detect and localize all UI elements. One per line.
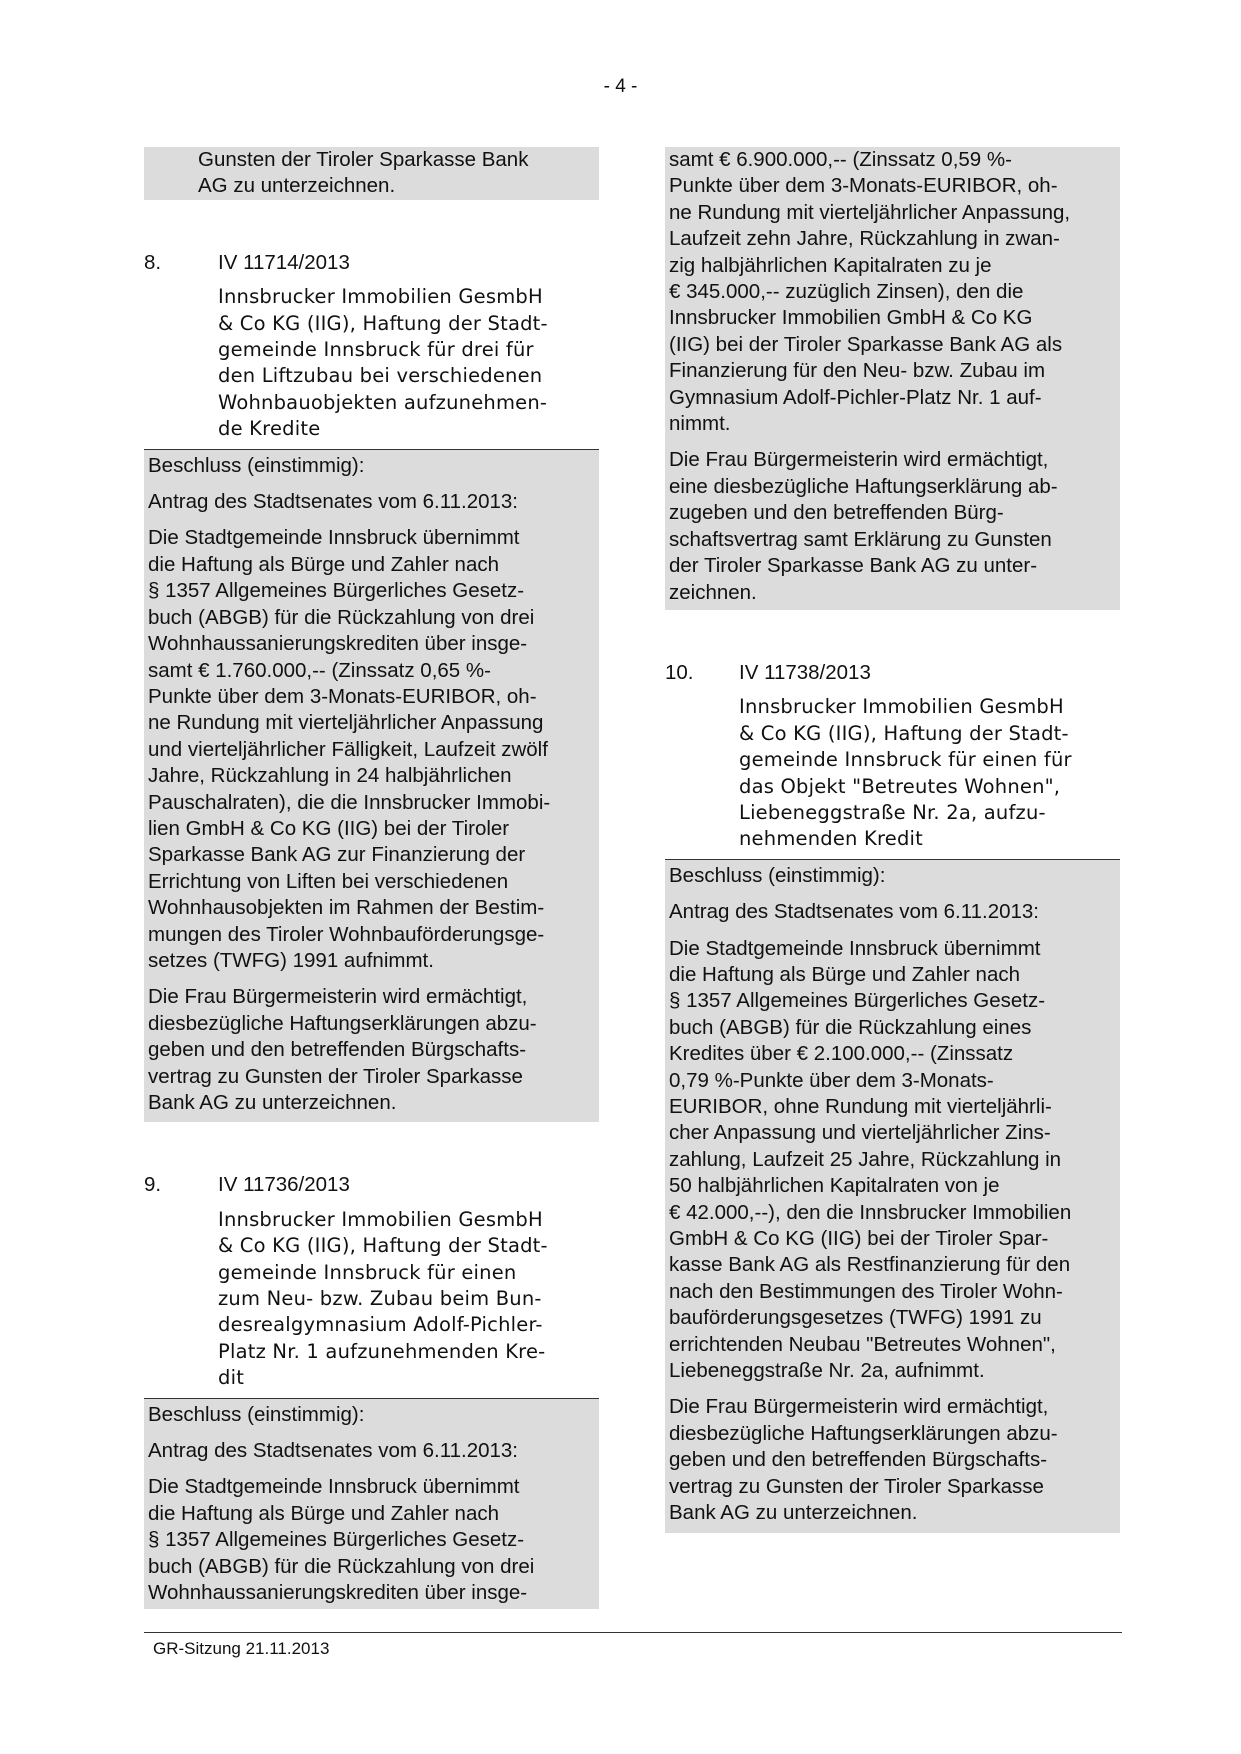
text-line: die Haftung als Bürge und Zahler nach [669,962,1021,986]
text-line: diesbezügliche Haftungserklärungen abzu- [148,1011,537,1035]
text-line: Liebeneggstraße Nr. 2a, aufzu- [739,800,1046,824]
text-line: EURIBOR, ohne Rundung mit vierteljährli- [669,1095,1052,1118]
text-line: diesbezügliche Haftungserklärungen abzu- [669,1421,1058,1445]
mayor-authorization-text [669,1394,1116,1526]
text-line: buch (ABGB) für die Rückzahlung eines [669,1015,1032,1039]
text-line: Wohnhausobjekten im Rahmen der Bestim- [148,896,545,920]
text-line: de Kredite [218,417,321,441]
decision-label: Beschluss (einstimmig): [148,1402,365,1426]
text-line: Innsbrucker Immobilien GesmbH [218,285,543,309]
text-line: zugeben und den betreffenden Bürg- [669,501,1004,525]
text-line: samt € 6.900.000,-- (Zinssatz 0,59 %- [669,148,1012,171]
motion-label: Antrag des Stadtsenates vom 6.11.2013: [148,1439,519,1463]
page-number: - 4 - [603,76,638,97]
item-title [218,284,599,448]
text-line: vertrag zu Gunsten der Tiroler Sparkasse [148,1064,523,1088]
text-line: § 1357 Allgemeines Bürgerliches Gesetz- [148,579,525,603]
text-line: GmbH & Co KG (IIG) bei der Tiroler Spar- [669,1227,1049,1251]
text-line: nach den Bestimmungen des Tiroler Wohn- [669,1279,1063,1303]
text-line: der Tiroler Sparkasse Bank AG zu unter- [669,554,1038,578]
text-line: Die Frau Bürgermeisterin wird ermächtigt, [669,1395,1049,1419]
text-line: den Liftzubau bei verschiedenen [218,364,543,388]
decision-block [144,1399,599,1609]
resolution-text [148,1474,595,1606]
right-continuation-block [665,147,1120,610]
text-line: Die Frau Bürgermeisterin wird ermächtigt, [669,448,1049,472]
text-line: § 1357 Allgemeines Bürgerliches Gesetz- [669,989,1046,1013]
item-reference: IV 11714/2013 [218,250,350,274]
text-line: buch (ABGB) für die Rückzahlung von drei [148,1554,535,1578]
item-reference: IV 11736/2013 [218,1173,350,1197]
text-line: Gymnasium Adolf-Pichler-Platz Nr. 1 auf- [669,385,1042,409]
left-column [144,147,599,1609]
text-line: nehmenden Kredit [739,827,924,851]
resolution-text [669,936,1116,1385]
text-line: Laufzeit zehn Jahre, Rückzahlung in zwan- [669,227,1060,251]
item-title [739,694,1120,858]
text-line: Die Frau Bürgermeisterin wird ermächtigt, [148,985,528,1009]
text-line: ne Rundung mit vierteljährlicher Anpassung [148,711,544,735]
text-line: geben und den betreffenden Bürgschafts- [148,1038,527,1062]
text-line: setzes (TWFG) 1991 aufnimmt. [148,948,434,972]
text-line: & Co KG (IIG), Haftung der Stadt- [218,1234,548,1258]
footer-session-date: GR-Sitzung 21.11.2013 [153,1639,330,1658]
text-line: Jahre, Rückzahlung in 24 halbjährlichen [148,764,512,788]
text-line: gemeinde Innsbruck für einen für [739,748,1072,772]
text-line: das Objekt "Betreutes Wohnen", [739,774,1061,798]
text-line: Liebeneggstraße Nr. 2a, aufnimmt. [669,1359,985,1383]
agenda-item-10 [665,660,1120,1533]
item-number: 8. [144,250,162,274]
decision-label: Beschluss (einstimmig): [148,453,365,477]
text-line: ne Rundung mit vierteljährlicher Anpassung, [669,200,1071,224]
text-line: 0,79 %-Punkte über dem 3-Monats- [669,1068,994,1092]
text-line: Punkte über dem 3-Monats-EURIBOR, oh- [148,684,537,708]
text-line: nimmt. [669,412,731,436]
text-line: € 42.000,--), den die Innsbrucker Immobilien [669,1200,1072,1224]
item-number: 9. [144,1173,162,1197]
text-line: zeichnen. [669,580,757,604]
text-line: kasse Bank AG als Restfinanzierung für den [669,1253,1071,1277]
text-line: gemeinde Innsbruck für einen [218,1260,517,1284]
agenda-item-8 [144,250,599,1123]
text-line: gemeinde Innsbruck für drei für [218,338,534,362]
text-line: bauförderungsgesetzes (TWFG) 1991 zu [669,1306,1042,1330]
text-line: dit [218,1366,245,1390]
text-line: zig halbjährlichen Kapitalraten zu je [669,253,992,277]
text-line: cher Anpassung und vierteljährlicher Zins- [669,1121,1051,1145]
text-line: § 1357 Allgemeines Bürgerliches Gesetz- [148,1528,525,1552]
text-line: geben und den betreffenden Bürgschafts- [669,1448,1048,1472]
text-line: € 345.000,-- zuzüglich Zinsen), den die [669,280,1024,304]
text-line: Pauschalraten), die die Innsbrucker Immobi- [148,790,551,814]
text-line: Wohnhaussanierungskrediten über insge- [148,632,528,656]
decision-block [144,450,599,1123]
motion-label: Antrag des Stadtsenates vom 6.11.2013: [148,490,519,514]
text-line: Platz Nr. 1 aufzunehmenden Kre- [218,1339,546,1363]
text-line: (IIG) bei der Tiroler Sparkasse Bank AG als [669,332,1063,356]
text-line: 50 halbjährlichen Kapitalraten von je [669,1174,1000,1198]
text-line: errichtenden Neubau "Betreutes Wohnen", [669,1332,1056,1356]
text-line: Die Stadtgemeinde Innsbruck übernimmt [669,936,1041,960]
text-line: & Co KG (IIG), Haftung der Stadt- [739,721,1069,745]
text-line: mungen des Tiroler Wohnbauförderungsge- [148,922,545,946]
text-line: Bank AG zu unterzeichnen. [148,1091,397,1114]
text-line: buch (ABGB) für die Rückzahlung von drei [148,605,535,629]
text-line: und vierteljährlicher Fälligkeit, Laufzeit zwölf [148,737,548,761]
text-line: zahlung, Laufzeit 25 Jahre, Rückzahlung in [669,1147,1062,1171]
resolution-text-continued [669,147,1116,437]
text-line: Errichtung von Liften bei verschiedenen [148,869,509,893]
decision-block [665,860,1120,1533]
text-line: Bank AG zu unterzeichnen. [669,1501,918,1525]
text-line: Innsbrucker Immobilien GmbH & Co KG [669,306,1033,330]
text-line: Die Stadtgemeinde Innsbruck übernimmt [148,526,520,550]
text-line: schaftsvertrag samt Erklärung zu Gunsten [669,527,1052,551]
text-line: AG zu unterzeichnen. [198,174,396,198]
text-line: die Haftung als Bürge und Zahler nach [148,552,500,576]
text-line: Punkte über dem 3-Monats-EURIBOR, oh- [669,174,1058,198]
text-line: Kredites über € 2.100.000,-- (Zinssatz [669,1042,1014,1066]
text-line: die Haftung als Bürge und Zahler nach [148,1501,500,1525]
agenda-item-9 [144,1172,599,1608]
text-line: Innsbrucker Immobilien GesmbH [218,1207,543,1231]
text-line: desrealgymnasium Adolf-Pichler- [218,1313,543,1337]
text-line: zum Neu- bzw. Zubau beim Bun- [218,1287,542,1311]
resolution-text [148,525,595,974]
text-line: samt € 1.760.000,-- (Zinssatz 0,65 %- [148,658,491,682]
text-line: Innsbrucker Immobilien GesmbH [739,695,1064,719]
text-line: Wohnbauobjekten aufzunehmen- [218,390,548,414]
continuation-text [198,147,595,200]
item-title [218,1207,599,1398]
text-line: Die Stadtgemeinde Innsbruck übernimmt [148,1475,520,1499]
decision-label: Beschluss (einstimmig): [669,863,886,887]
text-line: Wohnhaussanierungskrediten über insge- [148,1581,528,1605]
mayor-authorization-text [148,984,595,1116]
text-line: lien GmbH & Co KG (IIG) bei der Tiroler [148,816,510,840]
item-number: 10. [665,660,694,684]
text-line: Sparkasse Bank AG zur Finanzierung der [148,843,526,867]
text-line: eine diesbezügliche Haftungserklärung ab- [669,474,1058,498]
right-column [665,147,1120,1533]
text-line: Gunsten der Tiroler Sparkasse Bank [198,148,529,171]
left-continuation-block [144,147,599,200]
text-line: vertrag zu Gunsten der Tiroler Sparkasse [669,1474,1044,1498]
mayor-authorization-text [669,447,1116,605]
text-line: & Co KG (IIG), Haftung der Stadt- [218,311,548,335]
item-reference: IV 11738/2013 [739,660,871,684]
footer-divider [144,1632,1122,1633]
text-line: Finanzierung für den Neu- bzw. Zubau im [669,359,1046,383]
motion-label: Antrag des Stadtsenates vom 6.11.2013: [669,900,1040,924]
